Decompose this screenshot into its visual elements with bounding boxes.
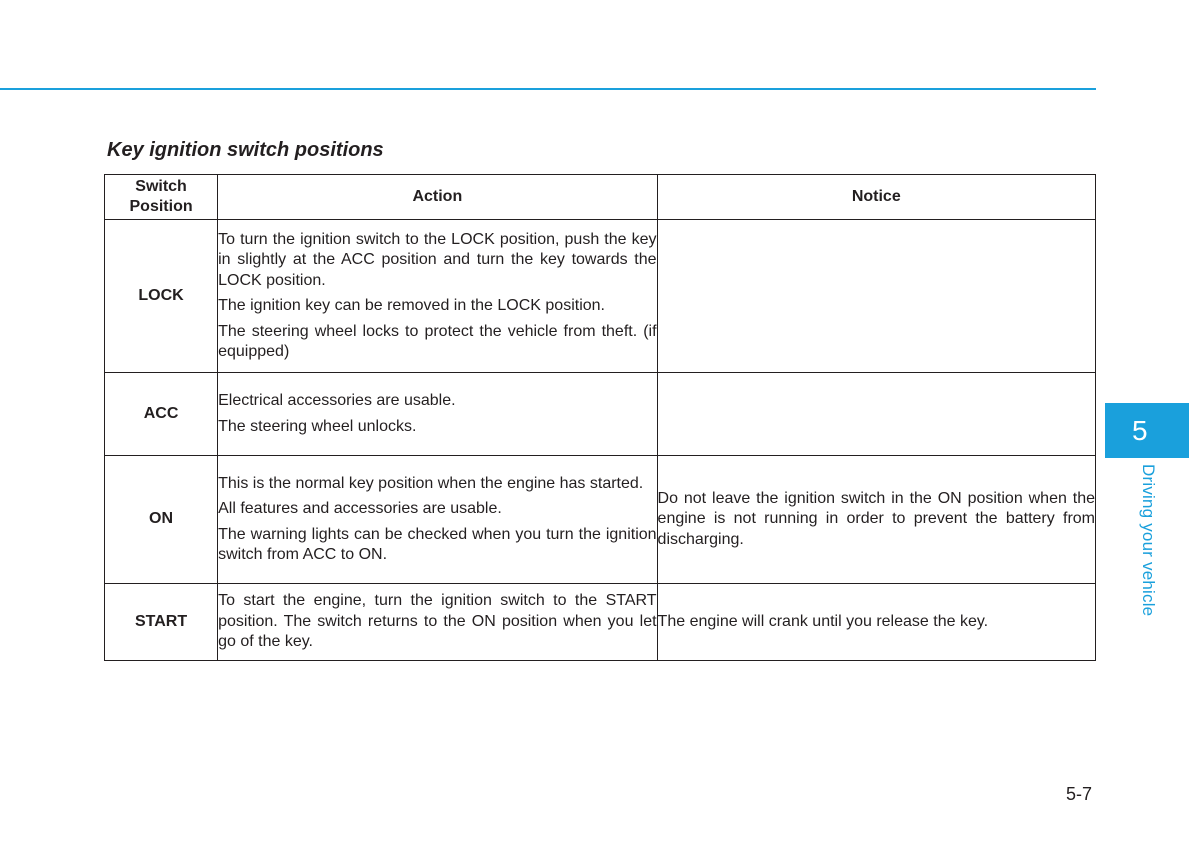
notice-cell — [657, 373, 1095, 456]
action-text: This is the normal key position when the engine has started. — [218, 474, 644, 492]
ignition-positions-table-wrap — [104, 174, 1096, 661]
notice-text: Do not leave the ignition switch in the ON position when the engine is not running in order to prevent the battery from discharging. — [657, 489, 1095, 548]
section-title: Key ignition switch positions — [107, 139, 384, 161]
position-cell: START — [105, 584, 218, 661]
header-notice: Notice — [657, 175, 1095, 220]
action-text: All features and accessories are usable. — [218, 500, 502, 517]
table-row-lock — [105, 220, 1096, 373]
page-number: 5-7 — [1066, 784, 1093, 804]
action-text: Electrical accessories are usable. — [218, 392, 456, 409]
action-cell — [218, 373, 657, 456]
action-text: The steering wheel locks to protect the vehicle from theft. (if equipped) — [218, 322, 657, 360]
position-cell: ON — [105, 456, 218, 584]
action-text: The ignition key can be removed in the LOCK position. — [218, 297, 605, 314]
notice-cell — [657, 456, 1095, 584]
action-text: To turn the ignition switch to the LOCK position, push the key in slightly at the ACC position and turn the key towards the LOCK position. — [218, 230, 657, 289]
action-text: The warning lights can be checked when you turn the ignition switch from ACC to ON. — [218, 525, 657, 563]
ignition-positions-table — [104, 174, 1096, 661]
action-text: The steering wheel unlocks. — [218, 417, 417, 435]
notice-cell — [657, 584, 1095, 661]
action-cell — [218, 584, 657, 661]
position-cell: ACC — [105, 373, 218, 456]
chapter-number-tab: 5 — [1105, 403, 1189, 458]
position-cell: LOCK — [105, 220, 218, 373]
notice-cell — [657, 220, 1095, 373]
table-row-on — [105, 456, 1096, 584]
header-action: Action — [218, 175, 657, 220]
table-row-start — [105, 584, 1096, 661]
table-row-acc — [105, 373, 1096, 456]
action-cell — [218, 220, 657, 373]
notice-text: The engine will crank until you release the key. — [657, 612, 989, 630]
action-text: To start the engine, turn the ignition switch to the START position. The switch returns to the ON position when you let go of the key. — [218, 592, 657, 651]
header-rule — [0, 88, 1096, 90]
header-switch-position: Switch Position — [105, 175, 218, 220]
chapter-label: Driving your vehicle — [1139, 464, 1158, 617]
table-header-row — [105, 175, 1096, 220]
action-cell — [218, 456, 657, 584]
